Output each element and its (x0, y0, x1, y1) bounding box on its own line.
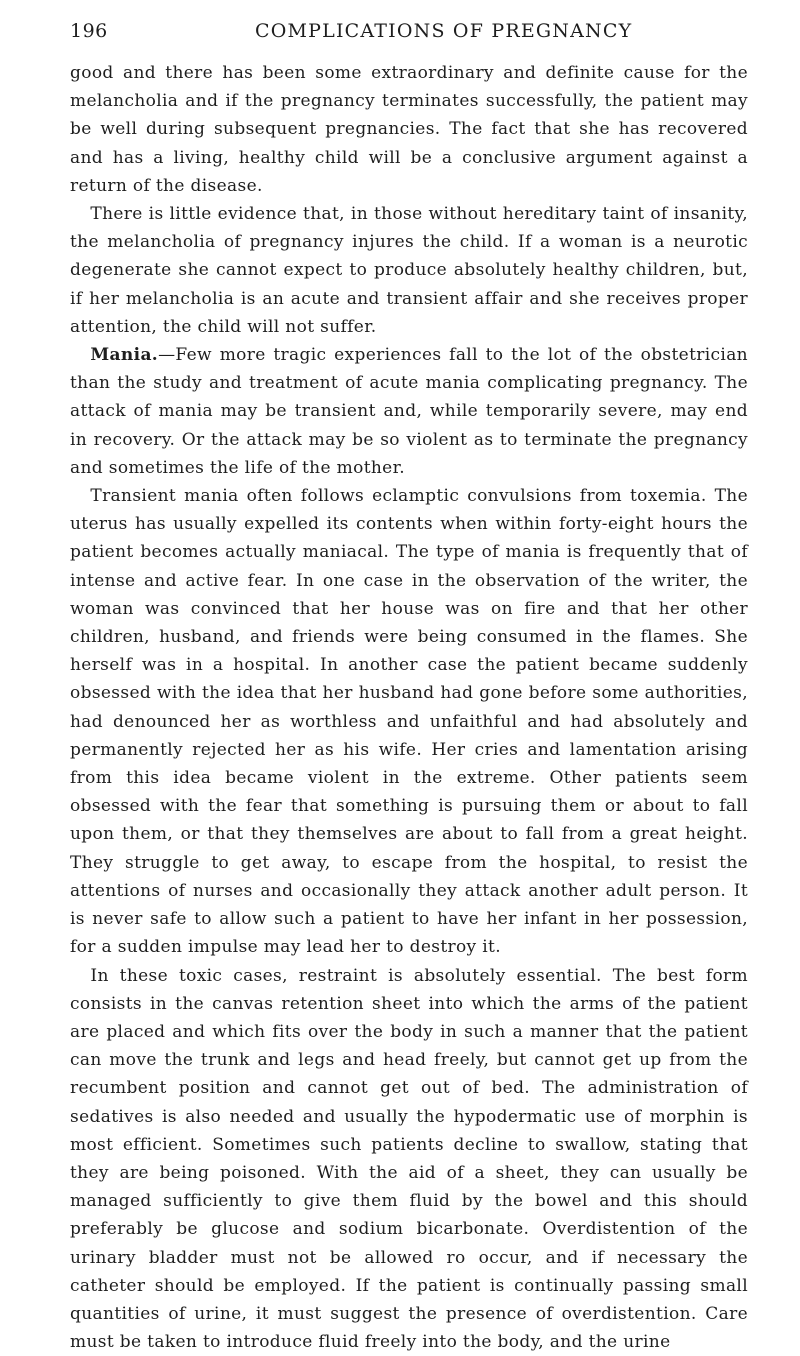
section-heading-mania: Mania. (90, 345, 158, 365)
page-header (0, 20, 800, 50)
page-number: 196 (70, 20, 108, 42)
paragraph-transient-mania: Transient mania often follows eclamptic convulsions from toxemia. The uterus has usually expelled its contents when within forty-eight hours the patient becomes actually maniacal. The type of mania is frequently that of intense and active fear. In one case in the observation of the writer, the woman was convinced that her house was on fire and that her other children, husband, and friends were being consumed in the flames. She herself was in a hospital. In another case the patient became suddenly obsessed with the idea that her husband had gone before some authorities, had denounced her as worthless and unfaithful and had absolutely and permanently rejected her as his wife. Her cries and lamentation arising from this idea became violent in the extreme. Other patients seem obsessed with the fear that something is pursuing them or about to fall upon them, or that they themselves are about to fall from a great height. They struggle to get away, to escape from the hospital, to resist the attentions of nurses and occasionally they attack another adult person. It is never safe to allow such a patient to have her infant in her possession, for a sudden impulse may lead her to destroy it. (70, 482, 748, 961)
running-title: COMPLICATIONS OF PREGNANCY (255, 20, 632, 42)
paragraph-mania (70, 341, 748, 482)
body-text (70, 59, 748, 1356)
paragraph-toxic-cases: In these toxic cases, restraint is absolutely essential. The best form consists in the canvas retention sheet into which the arms of the patient are placed and which fits over the body in such a manner that the patient can move the trunk and legs and head freely, but cannot get up from the recumbent position and cannot get out of bed. The administration of sedatives is also needed and usually the hypodermatic use of morphin is most efficient. Sometimes such patients decline to swallow, stating that they are being poisoned. With the aid of a sheet, they can usually be managed sufficiently to give them fluid by the bowel and this should preferably be glucose and sodium bicarbonate. Overdistention of the urinary bladder must not be allowed ro occur, and if necessary the catheter should be employed. If the patient is continually passing small quantities of urine, it must suggest the presence of overdistention. Care must be taken to introduce fluid freely into the body, and the urine (70, 962, 748, 1356)
paragraph-child-injury: There is little evidence that, in those without hereditary taint of insanity, the melancholia of pregnancy injures the child. If a woman is a neurotic degenerate she cannot expect to produce absolutely healthy children, but, if her melancholia is an acute and transient affair and she receives proper attention, the child will not suffer. (70, 200, 748, 341)
paragraph-mania-text: —Few more tragic experiences fall to the lot of the obstetrician than the study and treatment of acute mania complicating pregnancy. The attack of mania may be transient and, while temporarily severe, may end in recovery. Or the attack may be so violent as to terminate the pregnancy and sometimes the life of the mother. (70, 345, 748, 478)
paragraph-continued: good and there has been some extraordinary and definite cause for the melancholia and if the pregnancy terminates successfully, the patient may be well during subsequent pregnancies. The fact that she has recovered and has a living, healthy child will be a conclusive argument against a return of the disease. (70, 59, 748, 200)
